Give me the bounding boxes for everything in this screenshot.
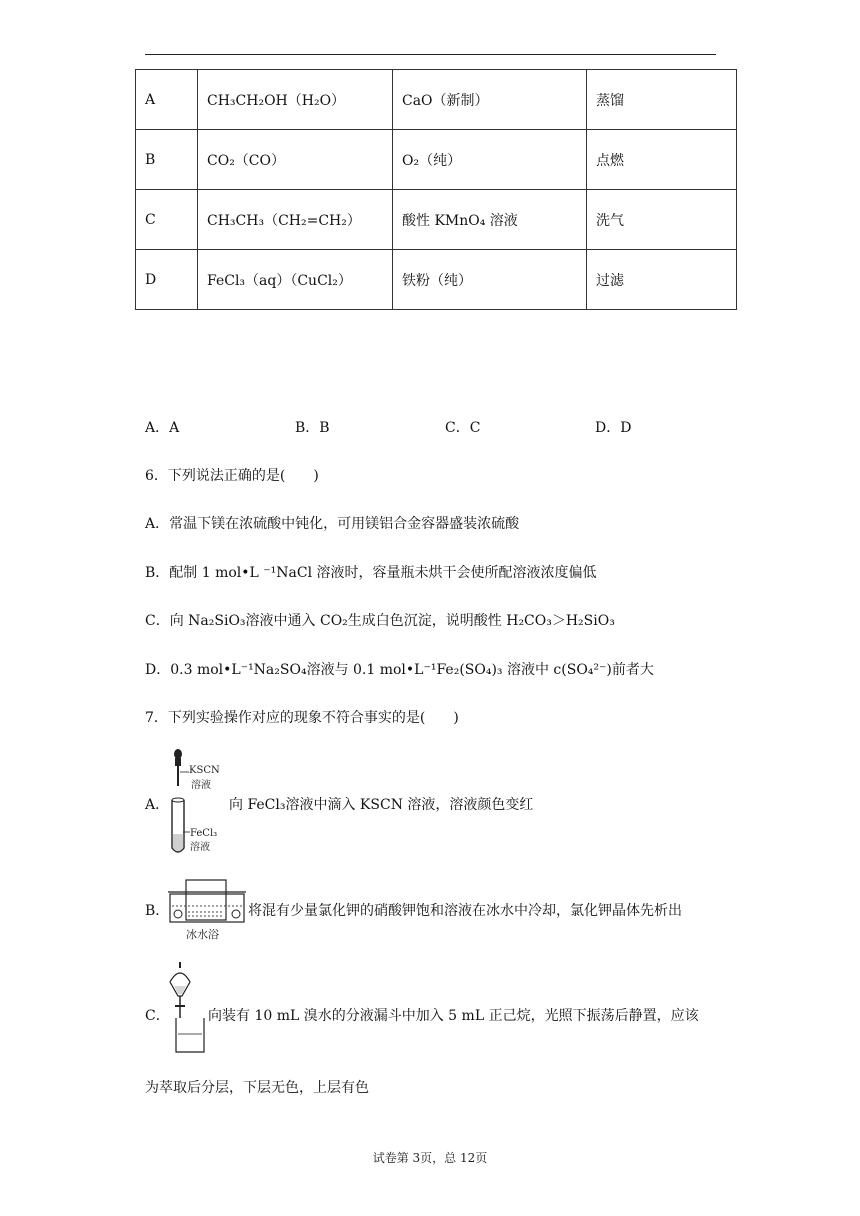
dropper-label-2: 溶液: [191, 780, 211, 791]
q7-c-label: C．: [145, 1008, 170, 1024]
mixture-cell: CH₃CH₂OH（H₂O）: [198, 70, 393, 130]
options-table: [135, 69, 737, 310]
page-footer: 试卷第 3页，总 12页: [372, 1151, 488, 1165]
reagent-cell: 酸性 KMnO₄ 溶液: [393, 190, 587, 250]
method-cell: 点燃: [587, 130, 737, 190]
separatory-funnel-figure: [166, 960, 210, 1058]
q5-choice-b: B．B: [295, 420, 330, 436]
dropper-test-tube-figure: [163, 748, 229, 856]
q7-a-label: A．: [145, 797, 170, 813]
reagent-cell: CaO（新制）: [393, 70, 587, 130]
table-row: [136, 250, 737, 310]
mixture-cell: CO₂（CO）: [198, 130, 393, 190]
q7-c-text-continued: 为萃取后分层，下层无色，上层有色: [145, 1080, 369, 1096]
row-label: D: [136, 250, 198, 310]
ice-bath-label: 冰水浴: [186, 928, 219, 941]
header-rule: [145, 54, 716, 55]
q5-choice-a: A．A: [145, 420, 180, 436]
row-label: C: [136, 190, 198, 250]
method-cell: 蒸馏: [587, 70, 737, 130]
q7-stem: 7．下列实验操作对应的现象不符合事实的是( ): [145, 710, 459, 726]
row-label: A: [136, 70, 198, 130]
reagent-cell: O₂（纯）: [393, 130, 587, 190]
q7-b-label: B．: [145, 903, 170, 919]
table-row: [136, 130, 737, 190]
tube-label: FeCl₃: [190, 828, 218, 839]
mixture-cell: CH₃CH₃（CH₂=CH₂）: [198, 190, 393, 250]
q6-stem: 6．下列说法正确的是( ): [145, 468, 319, 484]
mixture-cell: FeCl₃（aq）（CuCl₂）: [198, 250, 393, 310]
ice-bath-figure: [166, 876, 248, 942]
row-label: B: [136, 130, 198, 190]
q6-option-c: C．向 Na₂SiO₃溶液中通入 CO₂生成白色沉淀，说明酸性 H₂CO₃＞H₂SiO₃: [145, 613, 615, 629]
method-cell: 洗气: [587, 190, 737, 250]
q7-a-text: 向 FeCl₃溶液中滴入 KSCN 溶液，溶液颜色变红: [229, 797, 534, 813]
reagent-cell: 铁粉（纯）: [393, 250, 587, 310]
q6-option-a: A．常温下镁在浓硫酸中钝化，可用镁铝合金容器盛装浓硫酸: [145, 516, 520, 532]
tube-label-2: 溶液: [190, 842, 210, 853]
dropper-label: KSCN: [189, 765, 220, 776]
q7-b-text: 将混有少量氯化钾的硝酸钾饱和溶液在冰水中冷却，氯化钾晶体先析出: [248, 903, 682, 919]
table-row: [136, 190, 737, 250]
q5-choice-c: C．C: [445, 420, 481, 436]
method-cell: 过滤: [587, 250, 737, 310]
q6-option-d: D．0.3 mol•L⁻¹Na₂SO₄溶液与 0.1 mol•L⁻¹Fe₂(SO₄)₃ 溶液中 c(SO₄²⁻)前者大: [145, 662, 654, 678]
q5-choice-d: D．D: [595, 420, 632, 436]
q6-option-b: B．配制 1 mol•L ⁻¹NaCl 溶液时，容量瓶未烘干会使所配溶液浓度偏低: [145, 565, 597, 581]
q7-c-text: 向装有 10 mL 溴水的分液漏斗中加入 5 mL 正己烷，光照下振荡后静置，应该: [208, 1008, 699, 1024]
table-row: [136, 70, 737, 130]
